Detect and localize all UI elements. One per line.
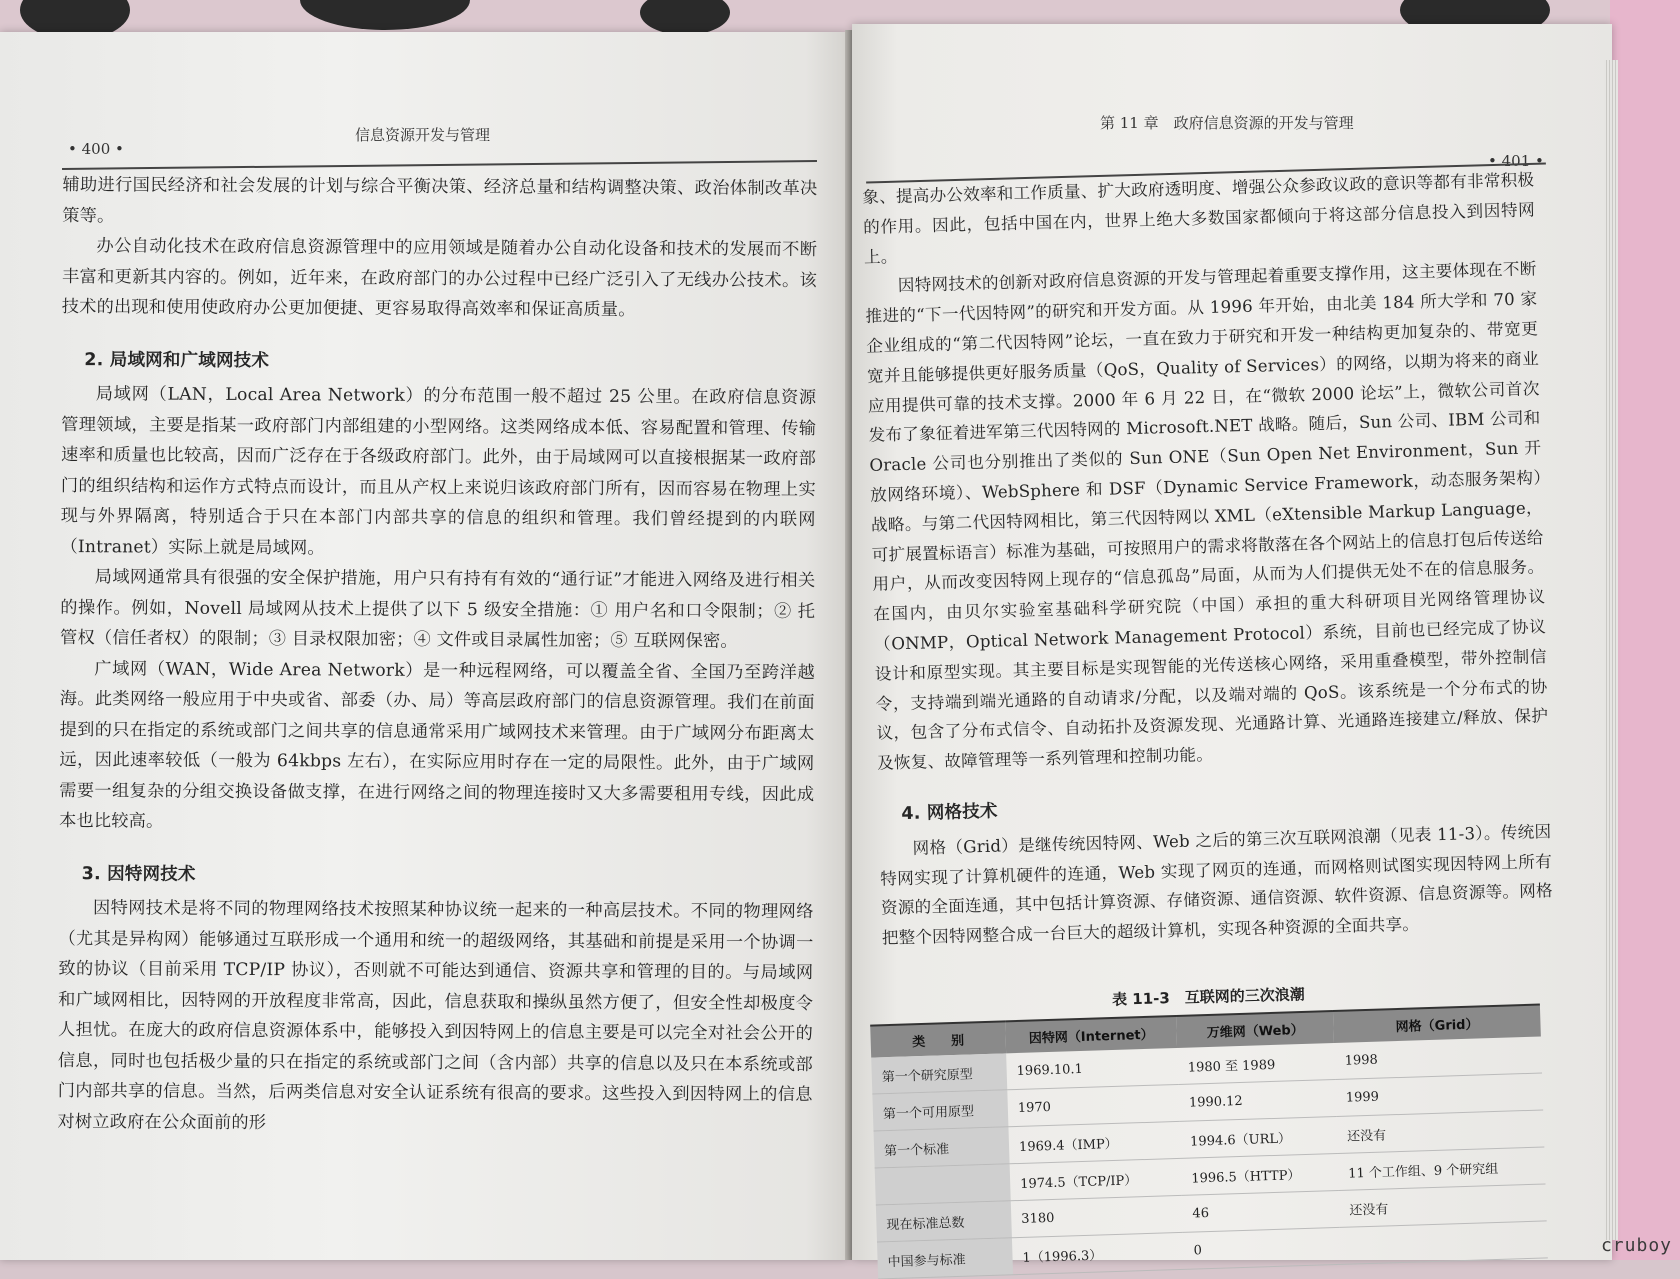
table-cell: 1（1996.3） [1012, 1232, 1184, 1274]
table-cell: 1980 至 1989 [1177, 1043, 1335, 1084]
table-cell: 1974.5（TCP/IP） [1010, 1158, 1182, 1200]
paragraph: 因特网技术是将不同的物理网络技术按照某种协议统一起来的一种高层技术。不同的物理网络（尤其是异构网）能够通过互联形成一个通用和统一的超级网络，其基础和前提是采用一个协调一致的协议（目前采用 TCP/IP 协议），否则就不可能达到通信、资源共享和管理的目的。与局域网和广域网相比，因特网的开放程度非常高，因此，信息获取和操纵虽然方便了，但安全性却极度令人担忧。在庞大的政府信息资源体系中，能够投入到因特网上的信息主要是可以完全对社会公开的信息，同时也包括极少量的只在指定的系统或部门之间（含内部）共享的信息以及只在本系统或部门内部共享的信息。当然，后两类信息对安全认证系统有很高的要求。这些投入到因特网上的信息对树立政府在公众面前的形 [57, 898, 814, 1133]
table-cell: 还没有 [1336, 1110, 1544, 1153]
page-number-left: • 400 • [68, 140, 124, 158]
section-heading: 2. 局域网和广域网技术 [84, 349, 270, 371]
paragraph: 网格（Grid）是继传统因特网、Web 之后的第三次互联网浪潮（见表 11-3）。传统因特网实现了计算机硬件的连通，Web 实现了网页的连通，而网格则试图实现因特网上所有资源的全面连通，其中包括计算资源、存储资源、通信资源、软件资源、信息资源等。网格把整个因特网整合成一台巨大的超级计算机，实现各种资源的全面共享。 [879, 821, 1554, 948]
table-cell: 3180 [1011, 1195, 1183, 1237]
table-cell: 1969.10.1 [1006, 1048, 1178, 1090]
paragraph: 辅助进行国民经济和社会发展的计划与综合平衡决策、经济总量和结构调整决策、政治体制改革决策等。 [62, 175, 818, 226]
table-cell: 0 [1183, 1227, 1341, 1269]
paragraph: 广域网（WAN，Wide Area Network）是一种远程网络，可以覆盖全省、全国乃至跨洋越海。此类网络一般应用于中央或省、部委（办、局）等高层政府部门的信息资源管理。我们在前面提到的只在指定的系统或部门之间共享的信息通常采用广域网技术来管理。由于广域网分布距离太远，因此速率较低（一般为 64kbps 左右），在实际应用时存在一定的局限性。此外，由于广域网需要一组复杂的分组交换设备做支撑，在进行网络之间的物理连接时又大多需要租用专线，因此成本也比较高。 [59, 658, 815, 832]
running-title-right: 第 11 章 政府信息资源的开发与管理 [1100, 114, 1354, 132]
table-header: 网格（Grid） [1333, 1005, 1541, 1043]
table-cell: 中国参与标准 [877, 1238, 1013, 1279]
paragraph: 办公自动化技术在政府信息资源管理中的应用领域是随着办公自动化设备和技术的发展而不断丰富和更新其内容的。例如，近年来，在政府部门的办公过程中已经广泛引入了无线办公技术。该技术的出现和使用使政府办公更加便捷、更容易取得高效率和保证高质量。 [61, 236, 818, 321]
polka-dot [640, 0, 730, 35]
table-cell: 1970 [1007, 1084, 1179, 1126]
table-cell: 11 个工作组、9 个研究组 [1338, 1147, 1546, 1190]
table-cell: 1990.12 [1178, 1080, 1336, 1122]
section-heading: 4. 网格技术 [901, 801, 998, 825]
table-cell: 1969.4（IMP） [1008, 1121, 1180, 1163]
page-edges [1604, 60, 1618, 1240]
table-cell: 还没有 [1339, 1184, 1547, 1227]
paragraph: 局域网（LAN，Local Area Network）的分布范围一般不超过 25 公里。在政府信息资源管理领域，主要是指某一政府部门内部组建的小型网络。这类网络成本低、容易配置和管理、传输速率和质量也比较高，因而广泛存在于各级政府部门。此外，由于局域网可以直接根据某一政府部门的组织结构和运作方式特点而设计，而且从产权上来说归该政府部门所有，因而容易在物理上实现与外界隔离，特别适合于只在本部门内部共享的信息的组织和管理。我们曾经提到的内联网（Intranet）实际上就是局域网。 [60, 384, 817, 558]
table-cell: 第一个标准 [874, 1127, 1010, 1168]
running-title-left: 信息资源开发与管理 [355, 126, 491, 144]
table-cell: 1999 [1335, 1073, 1543, 1116]
table-cell: 现在标准总数 [876, 1201, 1012, 1242]
section-heading: 3. 因特网技术 [81, 863, 196, 885]
table-cell: 1998 [1334, 1037, 1542, 1080]
table-cell: 第一个可用原型 [872, 1090, 1008, 1131]
table-header: 类 别 [870, 1021, 1006, 1057]
table-header: 万维网（Web） [1176, 1011, 1334, 1048]
left-page [0, 32, 848, 1260]
polka-dot [300, 0, 470, 30]
table-cell: 第一个研究原型 [871, 1053, 1007, 1094]
paragraph: 因特网技术的创新对政府信息资源的开发与管理起着重要支撑作用，这主要体现在不断推进的“下一代因特网”的研究和开发方面。从 1996 年开始，由北美 184 所大学和 70 家企业组成的“第二代因特网”论坛，一直在致力于研究和开发一种结构更加复杂的、带宽更宽并且能够提供更好服务质量（QoS，Quality of Services）的网络，以期为将来的商业应用提供可靠的技术支撑。2000 年 6 月 22 日，在“微软 2000 论坛”上，微软公司首次发布了象征着进军第三代因特网的 Microsoft.NET 战略。随后，Sun 公司、IBM 公司和 Oracle 公司也分别推出了类似的 Sun ONE（Sun Open Net Environment，Sun 开放网络环境）、WebSphere 和 DSF（Dynamic Service Framework，动态服务架构）战略。与第二代因特网相比，第三代因特网以 XML（eXtensible Markup Language，可扩展置标语言）标准为基础，可按照用户的需求将散落在各个网站上的信息打包后传送给用户，从而改变因特网上现存的“信息孤岛”局面，从而为人们提供无处不在的信息服务。在国内，由贝尔实验室基础科学研究院（中国）承担的重大科研项目光网络管理协议（ONMP，Optical Network Management Protocol）系统，目前也已经完成了协议设计和原型实现。其主要目标是实现智能的光传送核心网络，采用重叠模型，带外控制信令，支持端到端光通路的自动请求/分配，以及端对端的 QoS。该系统是一个分布式的协议，包含了分布式信令、自动拓扑及资源发现、光通路计算、光通路连接建立/释放、保护及恢复、故障管理等一系列管理和控制功能。 [865, 259, 1549, 773]
waves-table [870, 1004, 1548, 1279]
paragraph: 象、提高办公效率和工作质量、扩大政府透明度、增强公众参政议政的意识等都有非常积极的作用。因此，包括中国在内，世界上绝大多数国家都倾向于将这部分信息投入到因特网上。 [862, 170, 1536, 267]
table-cell: 46 [1182, 1190, 1340, 1232]
right-page-body [862, 165, 1554, 953]
page-number-right: • 401 • [1488, 152, 1544, 170]
paragraph: 局域网通常具有很强的安全保护措施，用户只有持有有效的“通行证”才能进入网络及进行相关的操作。例如，Novell 局域网从技术上提供了以下 5 级安全措施：① 用户名和口令限制；② 托管权（信任者权）的限制；③ 目录权限加密；④ 文件或目录属性加密；⑤ 互联网保密。 [60, 567, 816, 652]
table-cell: 1996.5（HTTP） [1181, 1153, 1339, 1195]
left-page-body [57, 170, 817, 1141]
watermark: cruboy [1600, 1235, 1672, 1256]
table-caption: 表 11-3 互联网的三次浪潮 [1111, 985, 1305, 1009]
pink-fabric [1610, 0, 1680, 1260]
table-header: 因特网（Internet） [1005, 1016, 1177, 1053]
table-cell: 1994.6（URL） [1180, 1116, 1338, 1158]
right-page [852, 24, 1612, 1270]
table-cell [1340, 1221, 1548, 1264]
table-cell [875, 1164, 1011, 1205]
header-rule-left [62, 160, 817, 170]
